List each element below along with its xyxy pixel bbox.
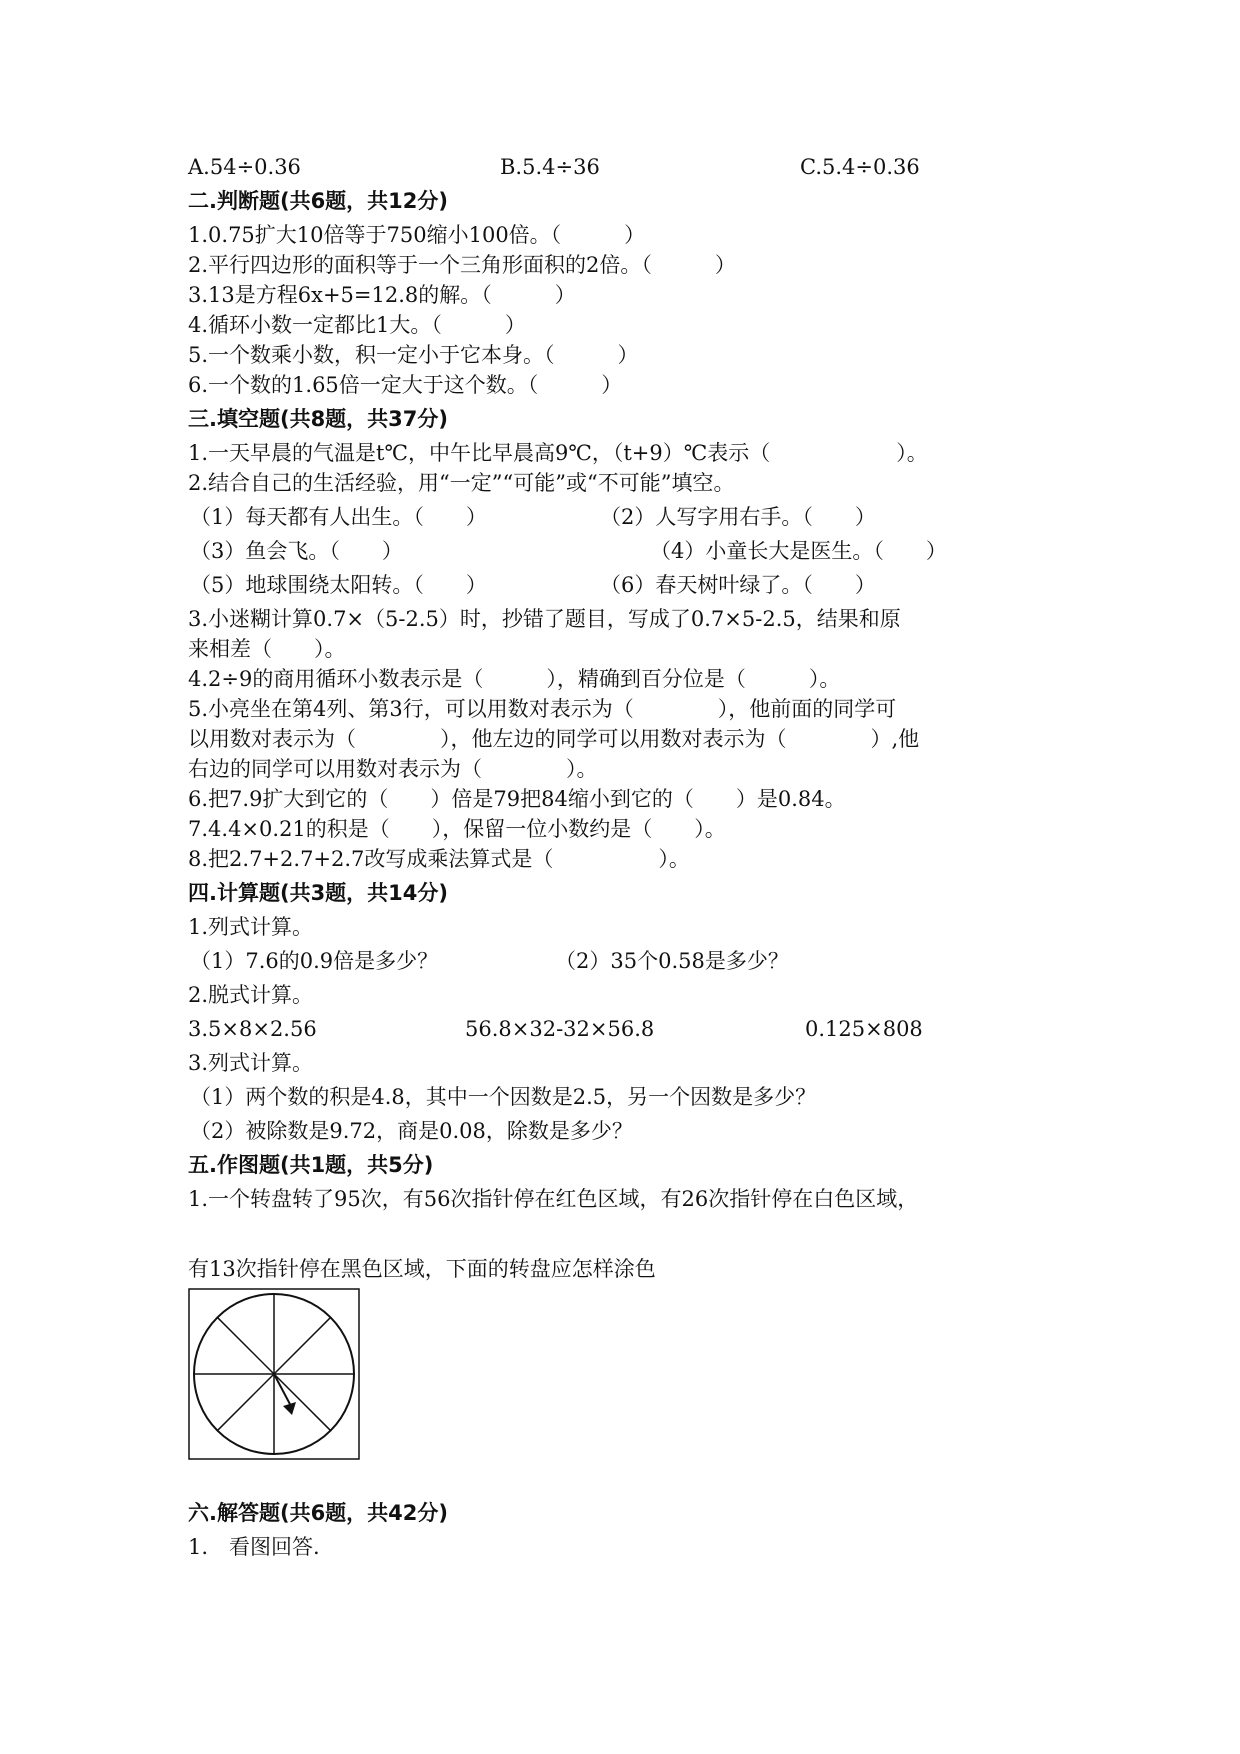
fill-q2-sub-3: （3）鱼会飞。（ ） [190,539,403,563]
section-3-heading: 三.填空题(共8题，共37分) [188,407,449,431]
calc-q3-b: （2）被除数是9.72，商是0.08，除数是多少？ [190,1119,633,1143]
judge-item-3: 3.13是方程6x+5=12.8的解。（ ） [188,283,576,307]
fill-q4: 4.2÷9的商用循环小数表示是（ ），精确到百分位是（ ）。 [188,667,841,691]
option-a: A.54÷0.36 [188,155,301,179]
fill-q6: 6.把7.9扩大到它的（ ）倍是79把84缩小到它的（ ）是0.84。 [188,787,846,811]
fill-q2-sub-4: （4）小童长大是医生。（ ） [650,539,947,563]
calc-q2-a: 3.5×8×2.56 [188,1017,317,1041]
answer-q1: 1. 看图回答. [188,1535,320,1559]
fill-q2-sub-2: （2）人写字用右手。（ ） [600,505,876,529]
fill-q5-line-2: 以用数对表示为（ ），他左边的同学可以用数对表示为（ ）,他 [188,727,920,751]
fill-q1: 1.一天早晨的气温是t℃，中午比早晨高9℃，（t+9）℃表示（ ）。 [188,441,928,465]
fill-q5-line-3: 右边的同学可以用数对表示为（ ）。 [188,757,598,781]
fill-q2-sub-6: （6）春天树叶绿了。（ ） [600,573,876,597]
section-4-heading: 四.计算题(共3题，共14分) [188,881,449,905]
calc-q3-a: （1）两个数的积是4.8，其中一个因数是2.5，另一个因数是多少？ [190,1085,817,1109]
judge-item-5: 5.一个数乘小数，积一定小于它本身。（ ） [188,343,639,367]
calc-q2-b: 56.8×32-32×56.8 [465,1017,655,1041]
spinner-figure [188,1288,360,1460]
judge-item-1: 1.0.75扩大10倍等于750缩小100倍。（ ） [188,223,646,247]
calc-q2: 2.脱式计算。 [188,983,314,1007]
section-2-heading: 二.判断题(共6题，共12分) [188,189,449,213]
draw-q1-line-1: 1.一个转盘转了95次，有56次指针停在红色区域，有26次指针停在白色区域， [188,1187,919,1211]
fill-q2-sub-5: （5）地球围绕太阳转。（ ） [190,573,487,597]
calc-q3: 3.列式计算。 [188,1051,314,1075]
fill-q2-sub-1: （1）每天都有人出生。（ ） [190,505,487,529]
draw-q1-line-2: 有13次指针停在黑色区域，下面的转盘应怎样涂色 [188,1257,656,1281]
calc-q2-c: 0.125×808 [805,1017,923,1041]
fill-q8: 8.把2.7+2.7+2.7改写成乘法算式是（ ）。 [188,847,690,871]
fill-q3-line-1: 3.小迷糊计算0.7×（5-2.5）时，抄错了题目，写成了0.7×5-2.5，结果和原 [188,607,901,631]
section-6-heading: 六.解答题(共6题，共42分) [188,1501,449,1525]
fill-q5-line-1: 5.小亮坐在第4列、第3行，可以用数对表示为（ ），他前面的同学可 [188,697,897,721]
fill-q2: 2.结合自己的生活经验，用“一定”“可能”或“不可能”填空。 [188,471,735,495]
calc-q1: 1.列式计算。 [188,915,314,939]
calc-q1-a: （1）7.6的0.9倍是多少？ [190,949,439,973]
fill-q3-line-2: 来相差（ ）。 [188,637,346,661]
spinner-pointer-icon [274,1374,296,1415]
section-5-heading: 五.作图题(共1题，共5分) [188,1153,434,1177]
judge-item-2: 2.平行四边形的面积等于一个三角形面积的2倍。（ ） [188,253,736,277]
calc-q1-b: （2）35个0.58是多少？ [555,949,789,973]
option-b: B.5.4÷36 [500,155,600,179]
judge-item-6: 6.一个数的1.65倍一定大于这个数。（ ） [188,373,623,397]
fill-q7: 7.4.4×0.21的积是（ ），保留一位小数约是（ ）。 [188,817,726,841]
judge-item-4: 4.循环小数一定都比1大。（ ） [188,313,526,337]
option-c: C.5.4÷0.36 [800,155,920,179]
